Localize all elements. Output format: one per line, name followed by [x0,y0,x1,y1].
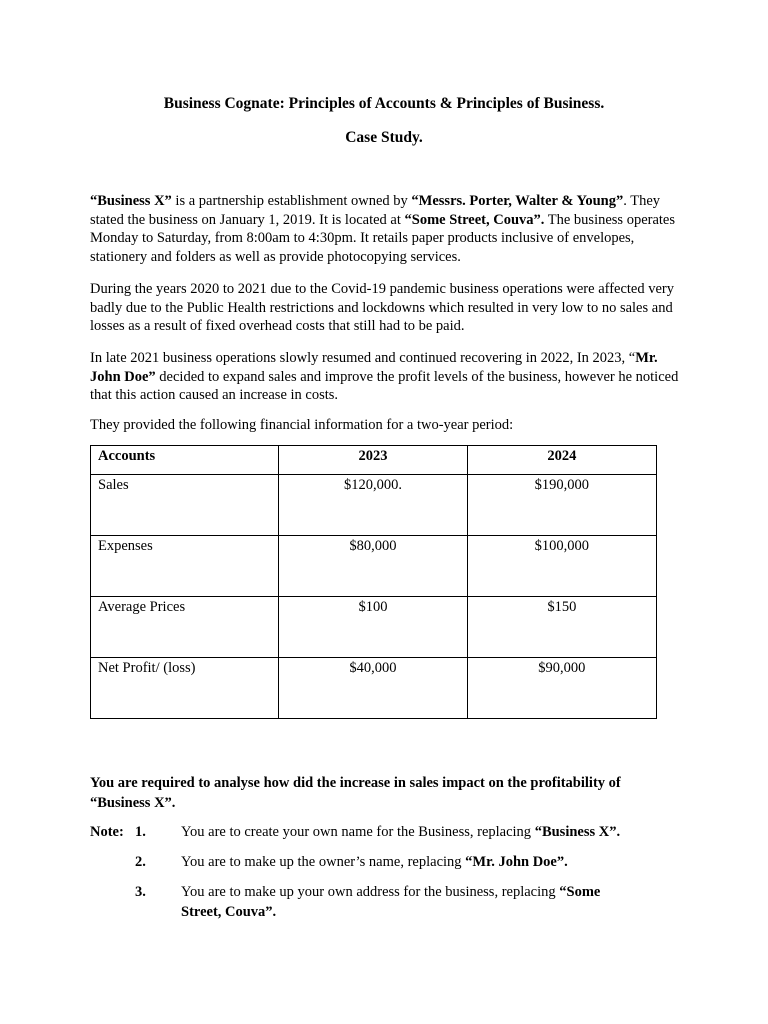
value-2024: $150 [467,597,656,658]
financial-intro: They provided the following financial information for a two-year period: [90,417,514,433]
table-row [91,658,657,719]
note-number: 1. [135,824,146,840]
note-text: You are to create your own name for the Business, replacing “Business X”. [181,824,621,840]
value-2023: $80,000 [279,536,467,597]
header-2023: 2023 [279,446,467,475]
note-number: 2. [135,854,146,870]
row-label: Sales [91,475,279,536]
table-row [91,536,657,597]
note-text: You are to make up the owner’s name, replacing “Mr. John Doe”. [181,854,568,870]
note-text: You are to make up your own address for the business, replacing “Some Street, Couva”. [181,884,601,920]
intro-paragraph: “Business X” is a partnership establishment owned by “Messrs. Porter, Walter & Young”. They stated the business on January 1, 2019. It is located at “Some Street, Couva”. The business operates Monday to Saturday, from 8:00am to 4:30pm. It retails paper products inclusive of envelopes, stationery and folders as well as provide photocopying services. [90,193,676,265]
value-2024: $100,000 [467,536,656,597]
table-row [91,597,657,658]
business-name: “Business X” [90,193,172,209]
value-2023: $100 [279,597,467,658]
covid-paragraph: During the years 2020 to 2021 due to the Covid-19 pandemic business operations were affected very badly due to the Public Health restrictions and lockdowns which resulted in very low to no sales and losses as a result of fixed overhead costs that still had to be paid. [90,281,675,334]
document-subtitle: Case Study. [345,129,423,146]
row-label: Net Profit/ (loss) [91,658,279,719]
value-2023: $120,000. [279,475,467,536]
table-header-row [91,446,657,475]
value-2024: $190,000 [467,475,656,536]
financial-table [90,445,657,719]
note-number: 3. [135,884,146,900]
row-label: Average Prices [91,597,279,658]
recovery-paragraph: In late 2021 business operations slowly resumed and continued recovering in 2022, In 2023, “Mr. John Doe” decided to expand sales and improve the profit levels of the business, however he noticed that this action caused an increase in costs. [90,350,679,403]
row-label: Expenses [91,536,279,597]
person-name: Mr. John Doe” [90,350,658,385]
document-title: Business Cognate: Principles of Accounts & Principles of Business. [163,95,605,112]
owners-name: “Messrs. Porter, Walter & Young” [411,193,624,209]
business-address: “Some Street, Couva” [404,211,541,228]
value-2023: $40,000 [279,658,467,719]
header-2024: 2024 [467,446,656,475]
header-accounts: Accounts [91,446,279,475]
value-2024: $90,000 [467,658,656,719]
table-row [91,475,657,536]
note-label: Note: [90,824,124,840]
requirement-statement: You are required to analyse how did the increase in sales impact on the profitability of “Business X”. [90,775,621,811]
